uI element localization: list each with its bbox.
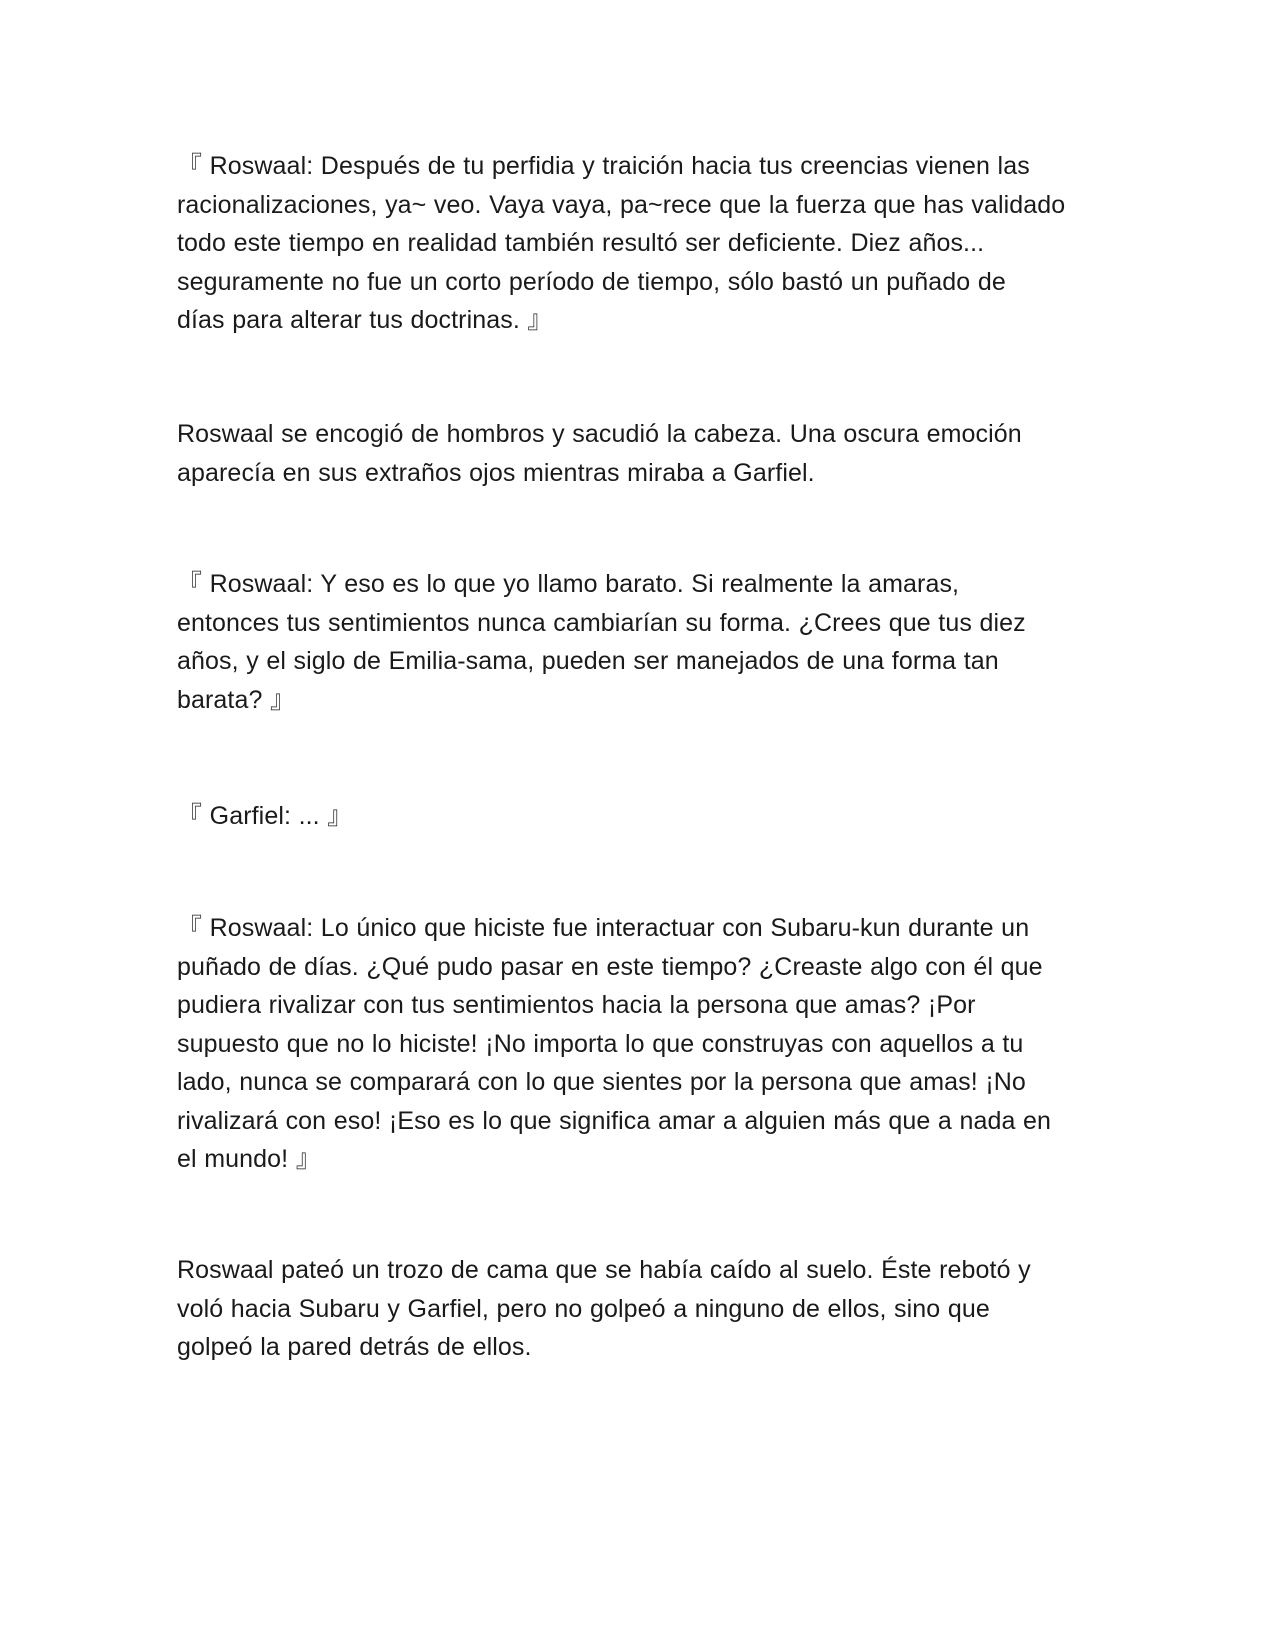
paragraph-garfiel-dialogue: 『 Garfiel: ... 』 [177,802,353,830]
paragraph-roswaal-dialogue-1: 『 Roswaal: Después de tu perfidia y traición hacia tus creencias vienen las racionalizaciones, ya~ veo. Vaya vaya, pa~rece que la fuerza que has validado todo este tiempo en realidad también resultó ser deficiente. Diez años... seguramente no fue un corto período de tiempo, sólo bastó un puñado de días para alterar tus doctrinas. 』 [177,152,1066,334]
paragraph-roswaal-dialogue-2: 『 Roswaal: Y eso es lo que yo llamo barato. Si realmente la amaras, entonces tus sentimientos nunca cambiarían su forma. ¿Crees que tus diez años, y el siglo de Emilia-sama, pueden ser manejados de una forma tan barata? 』 [177,570,1026,714]
paragraph-narration-1: Roswaal se encogió de hombros y sacudió la cabeza. Una oscura emoción aparecía en sus extraños ojos mientras miraba a Garfiel. [177,420,1022,487]
paragraph-narration-2: Roswaal pateó un trozo de cama que se había caído al suelo. Éste rebotó y voló hacia Subaru y Garfiel, pero no golpeó a ninguno de ellos, sino que golpeó la pared detrás de ellos. [177,1256,1031,1361]
paragraph-roswaal-dialogue-3: 『 Roswaal: Lo único que hiciste fue interactuar con Subaru-kun durante un puñado de días. ¿Qué pudo pasar en este tiempo? ¿Creaste algo con él que pudiera rivalizar con tus sentimientos hacia la persona que amas? ¡Por supuesto que no lo hiciste! ¡No importa lo que construyas con aquellos a tu lado, nunca se comparará con lo que sientes por la persona que amas! ¡No rivalizará con eso! ¡Eso es lo que significa amar a alguien más que a nada en el mundo! 』 [177,914,1052,1173]
